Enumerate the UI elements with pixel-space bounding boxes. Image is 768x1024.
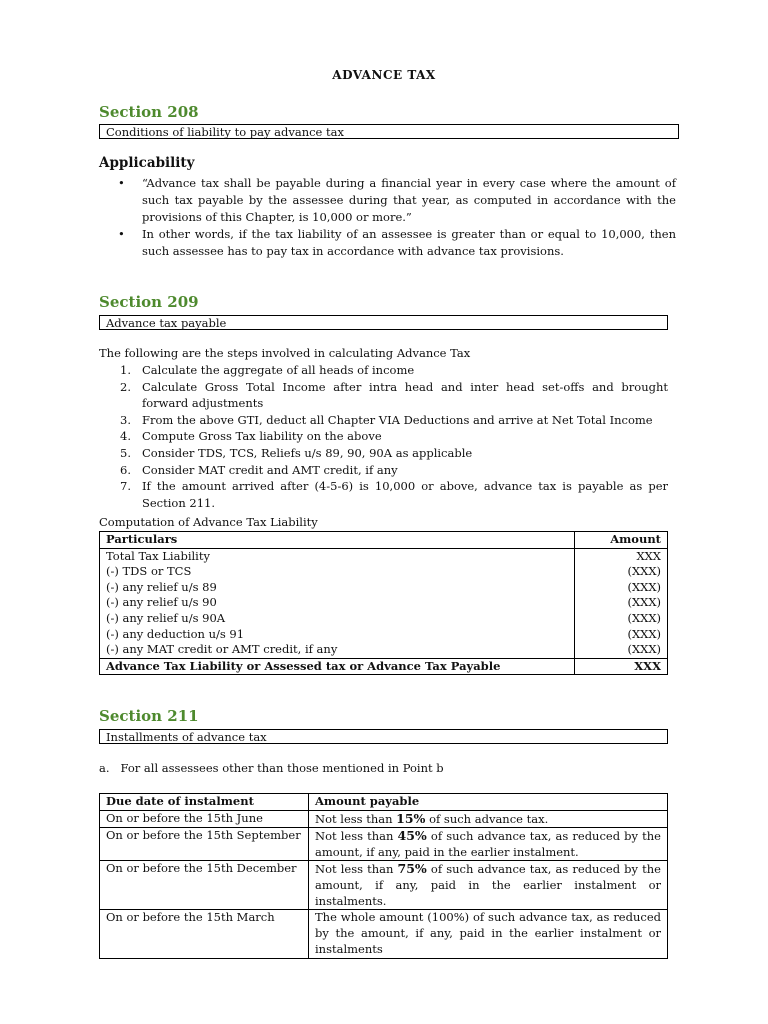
particular-cell: (-) any relief u/s 89: [100, 580, 575, 596]
total-particular-cell: Advance Tax Liability or Assessed tax or Advance Tax Payable: [100, 658, 575, 675]
column-header-amount-payable: Amount payable: [309, 794, 668, 811]
point-a-text: For all assessees other than those mentioned in Point b: [120, 761, 444, 775]
table-row: [100, 910, 668, 959]
step-text: If the amount arrived after (4-5-6) is 10,000 or above, advance tax is payable as per Section 211.: [142, 479, 668, 510]
step-text: Consider TDS, TCS, Reliefs u/s 89, 90, 90A as applicable: [142, 445, 473, 460]
step-text: Consider MAT credit and AMT credit, if any: [142, 462, 398, 477]
step-item: [116, 462, 668, 479]
section-211-heading: Section 211: [99, 707, 199, 725]
section-208-heading: Section 208: [99, 103, 199, 121]
step-number: 5.: [120, 445, 131, 460]
amount-cell: (XXX): [575, 564, 668, 580]
computation-table: [99, 531, 668, 675]
amount-text: of such advance tax, as reduced by the amount, if any, paid in the earlier instalment or instalments.: [315, 862, 661, 908]
due-date-cell: On or before the 15th June: [100, 810, 309, 828]
due-date-cell: On or before the 15th December: [100, 861, 309, 910]
step-item: [116, 379, 668, 412]
column-header-due-date: Due date of instalment: [100, 794, 309, 811]
percent-value: 45%: [397, 828, 427, 844]
step-item: [116, 478, 668, 511]
bullet-item: • In other words, if the tax liability of an assessee is greater than or equal to 10,000, then such assessee has to pay tax in accordance with advance tax provisions.: [116, 226, 676, 260]
point-a: [99, 761, 444, 775]
step-number: 6.: [120, 462, 131, 477]
step-item: [116, 428, 668, 445]
section-208-title-box: Conditions of liability to pay advance tax: [99, 124, 679, 139]
table-row: [100, 828, 668, 861]
total-amount-cell: XXX: [575, 658, 668, 675]
table-row: [100, 810, 668, 828]
particular-cell: Total Tax Liability: [100, 548, 575, 564]
step-item: [116, 445, 668, 462]
steps-list: [116, 362, 668, 511]
amount-cell: (XXX): [575, 595, 668, 611]
table-header-row: [100, 794, 668, 811]
column-header-amount: Amount: [575, 532, 668, 549]
column-header-particulars: Particulars: [100, 532, 575, 549]
table-row: [100, 627, 668, 643]
amount-cell: (XXX): [575, 580, 668, 596]
amount-cell: XXX: [575, 548, 668, 564]
bullet-item: • “Advance tax shall be payable during a financial year in every case where the amount of such tax payable by the assessee during that year, as computed in accordance with the provisions of this Chapter, is 10,000 or more.”: [116, 175, 676, 226]
amount-text: of such advance tax.: [425, 811, 549, 826]
document-title: ADVANCE TAX: [332, 68, 436, 82]
amount-cell: (XXX): [575, 611, 668, 627]
table-row: [100, 642, 668, 658]
step-text: From the above GTI, deduct all Chapter VIA Deductions and arrive at Net Total Income: [142, 412, 653, 427]
table-header-row: [100, 532, 668, 549]
point-a-label: a.: [99, 761, 110, 775]
step-text: Compute Gross Tax liability on the above: [142, 429, 382, 444]
percent-value: 75%: [397, 861, 427, 877]
step-number: 7.: [120, 479, 131, 494]
amount-payable-cell: [309, 828, 668, 861]
step-number: 4.: [120, 429, 131, 444]
step-item: [116, 412, 668, 429]
steps-intro: The following are the steps involved in calculating Advance Tax: [99, 346, 471, 360]
particular-cell: (-) any MAT credit or AMT credit, if any: [100, 642, 575, 658]
table-row: [100, 595, 668, 611]
table-total-row: [100, 658, 668, 675]
amount-text: of such advance tax, as reduced by the amount, if any, paid in the earlier instalment.: [315, 829, 661, 859]
step-item: [116, 362, 668, 379]
applicability-bullet-list: [116, 175, 676, 260]
amount-text: The whole amount (100%) of such advance tax, as reduced by the amount, if any, paid in the earlier instalment or instalments: [315, 910, 661, 957]
amount-cell: (XXX): [575, 627, 668, 643]
table-row: [100, 580, 668, 596]
table-row: [100, 548, 668, 564]
table-row: [100, 564, 668, 580]
amount-text: Not less than: [315, 862, 398, 877]
section-209-heading: Section 209: [99, 293, 199, 311]
applicability-heading: Applicability: [99, 155, 195, 171]
table-row: [100, 611, 668, 627]
particular-cell: (-) any relief u/s 90: [100, 595, 575, 611]
particular-cell: (-) any deduction u/s 91: [100, 627, 575, 643]
due-date-cell: On or before the 15th March: [100, 910, 309, 959]
due-date-cell: On or before the 15th September: [100, 828, 309, 861]
section-209-title-box: Advance tax payable: [99, 315, 668, 330]
particular-cell: (-) TDS or TCS: [100, 564, 575, 580]
particular-cell: (-) any relief u/s 90A: [100, 611, 575, 627]
computation-caption: Computation of Advance Tax Liability: [99, 515, 318, 529]
section-211-title-box: Installments of advance tax: [99, 729, 668, 744]
step-number: 2.: [120, 379, 131, 394]
step-text: Calculate the aggregate of all heads of income: [142, 363, 415, 377]
instalment-table: [99, 793, 668, 959]
amount-text: Not less than: [315, 829, 398, 844]
step-number: 3.: [120, 412, 131, 427]
amount-text: Not less than: [315, 811, 397, 826]
amount-payable-cell: [309, 861, 668, 910]
step-number: 1.: [120, 363, 131, 377]
amount-cell: (XXX): [575, 642, 668, 658]
amount-payable-cell: [309, 810, 668, 828]
table-row: [100, 861, 668, 910]
percent-value: 15%: [396, 810, 426, 826]
amount-payable-cell: [309, 910, 668, 959]
step-text: Calculate Gross Total Income after intra head and inter head set-offs and brought forward adjustments: [142, 379, 668, 411]
